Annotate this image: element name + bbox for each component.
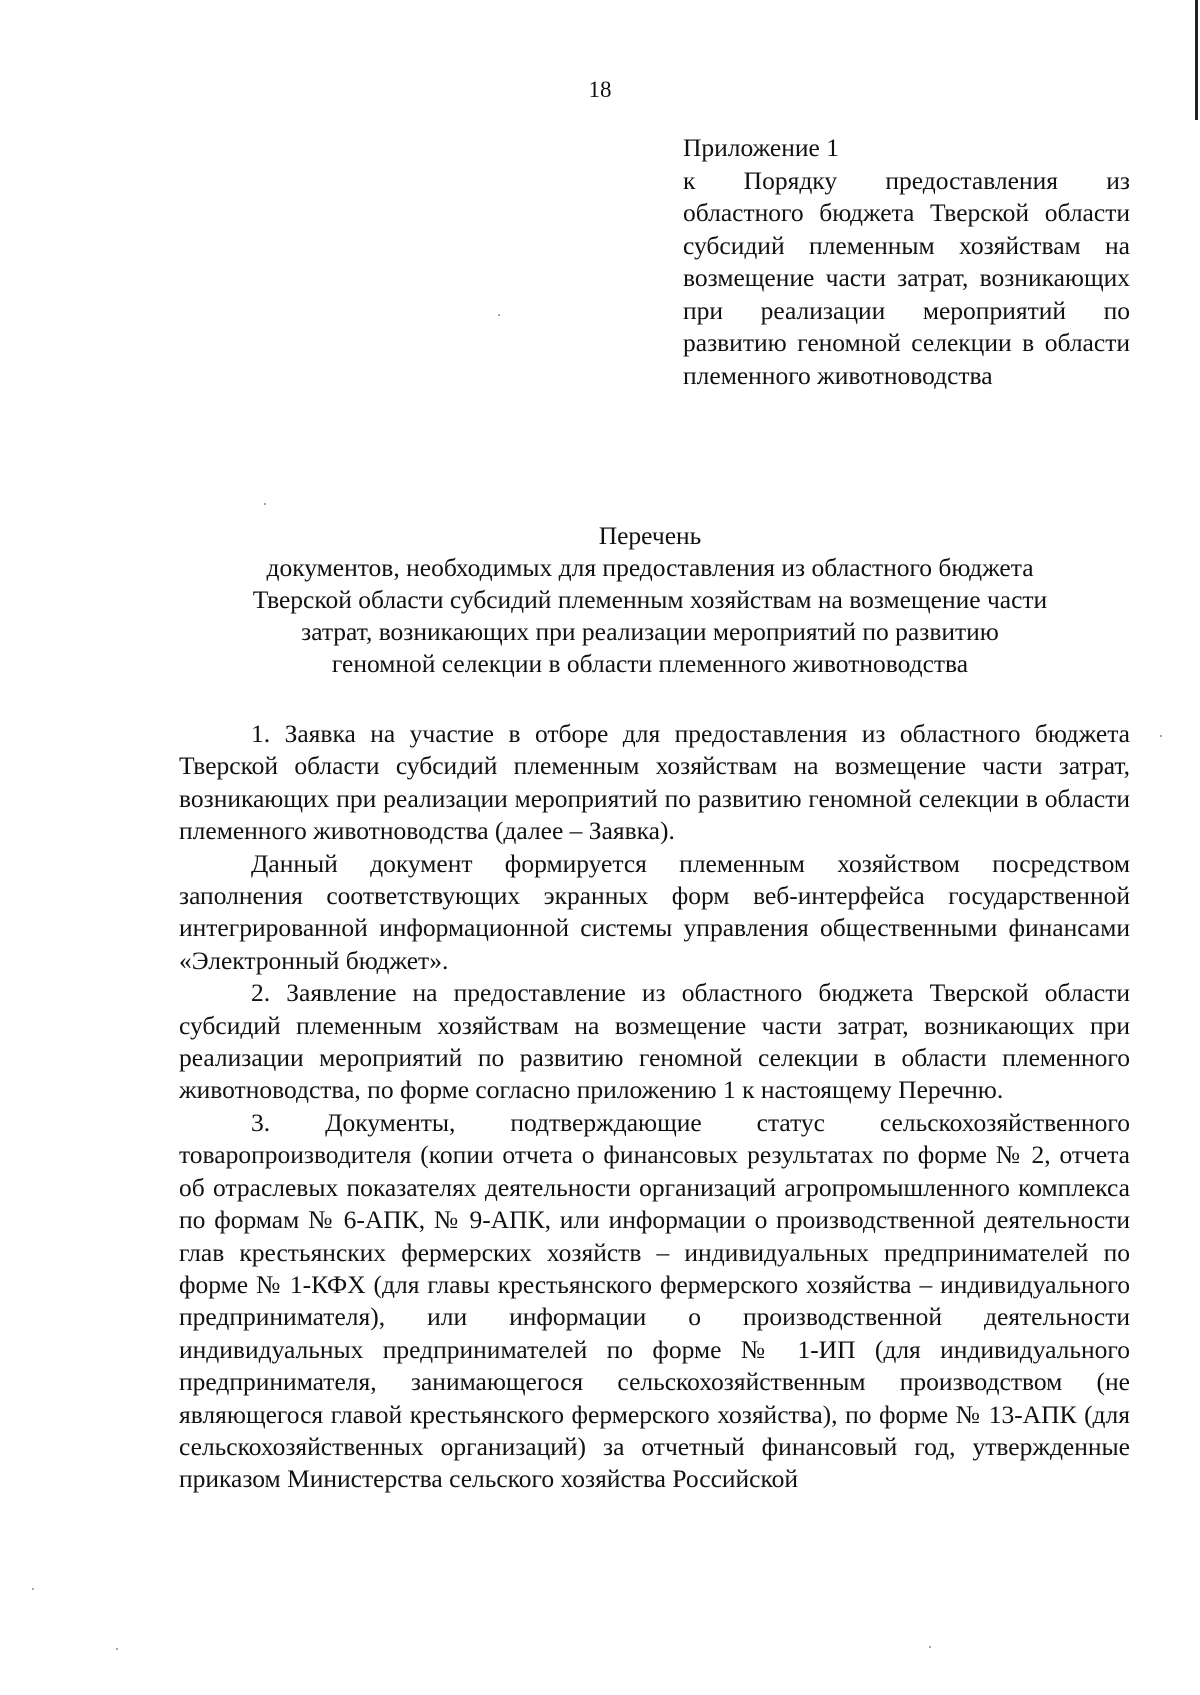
scan-speck	[116, 1648, 118, 1650]
paragraph-item-1: 1. Заявка на участие в отборе для предоставления из областного бюджета Тверской области субсидий племенным хозяйствам на возмещение части затрат, возникающих при реализации мероприятий по развитию геномной селекции в области племенного животноводства (далее – Заявка).	[179, 719, 1130, 846]
scan-speck	[929, 1646, 931, 1648]
scan-speck	[264, 503, 266, 505]
paragraph-item-2: 2. Заявление на предоставление из областного бюджета Тверской области субсидий племенным хозяйствам на возмещение части затрат, возникающих при реализации мероприятий по развитию геномной селекции в области племенного животноводства, по форме согласно приложению 1 к настоящему Перечню.	[179, 978, 1130, 1105]
title-line: Тверской области субсидий племенным хозяйствам на возмещение части	[252, 585, 1048, 614]
title-line: затрат, возникающих при реализации мероприятий по развитию	[301, 617, 999, 646]
title-line: Перечень	[598, 521, 702, 550]
page-number: 18	[588, 77, 612, 102]
scan-speck	[498, 314, 500, 316]
scan-speck	[32, 1588, 34, 1590]
document-body	[179, 718, 1130, 1496]
appendix-heading: Приложение 1	[683, 133, 839, 162]
paragraph-item-3: 3. Документы, подтверждающие статус сельскохозяйственного товаропроизводителя (копии отчета о финансовых результатах по форме № 2, отчета об отраслевых показателях деятельности организаций агропромышленного комплекса по формам № 6-АПК, № 9-АПК, или информации о производственной деятельности глав крестьянских фермерских хозяйств – индивидуальных предпринимателей по форме № 1-КФХ (для главы крестьянского фермерского хозяйства – индивидуального предпринимателя), или информации о производственной деятельности индивидуальных предпринимателей по форме № 1-ИП (для индивидуального предпринимателя, занимающегося сельскохозяйственным производством (не являющегося главой крестьянского фермерского хозяйства), по форме № 13-АПК (для сельскохозяйственных организаций) за отчетный финансовый год, утвержденные приказом Министерства сельского хозяйства Российской	[179, 1107, 1130, 1494]
scan-speck	[1160, 735, 1162, 737]
appendix-text: к Порядку предоставления из областного бюджета Тверской области субсидий племенным хозяйствам на возмещение части затрат, возникающих при реализации мероприятий по развитию геномной селекции в области племенного животноводства	[683, 165, 1130, 390]
paragraph-item-1-note: Данный документ формируется племенным хозяйством посредством заполнения соответствующих экранных форм веб-интерфейса государственной интегрированной информационной системы управления общественными финансами «Электронный бюджет».	[179, 848, 1130, 975]
title-line: документов, необходимых для предоставления из областного бюджета	[266, 553, 1034, 582]
title-line: геномной селекции в области племенного животноводства	[331, 649, 969, 678]
document-title	[150, 520, 1150, 680]
appendix-block	[683, 132, 1130, 392]
